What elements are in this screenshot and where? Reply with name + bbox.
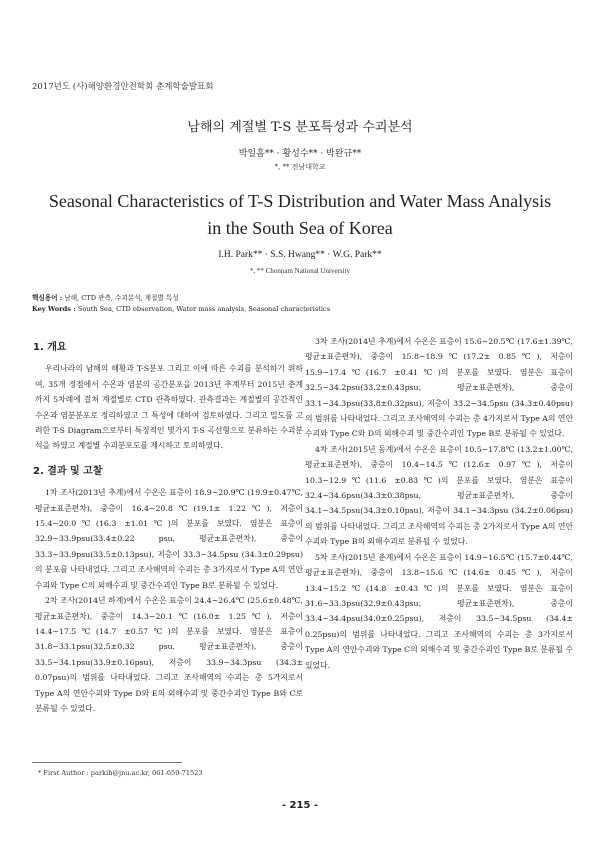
- right-column: [305, 334, 573, 673]
- keywords-english-label: Key Words :: [32, 305, 76, 313]
- results-paragraph-5: 5차 조사(2015년 춘계)에서 수온은 표층이 14.9~16.5℃ (15.7±0.44℃, 평균±표준편차), 중층이 13.8~15.6℃(14.6± 0.45℃), 저층이 13.4~15.2℃(14.8 ±0.43℃)의 분포를 보였다. 염분은 표층이 31.6~33.3psu(32.9±0.43psu, 평균±표준편차), 중층이 33.4~34.4psu(34.0±0.25psu), 저층이 33.5~34.5psu (34.4± 0.25psu)의 범위를 나타내었다. 그리고 조사해역의 수괴는 총 3가지로서 Type A의 연안수괴와 Type C의 외해수괴 및 중간수괴인 Type B로 분류될 수 있었다.: [305, 552, 573, 670]
- results-heading: 2. 결과 및 고찰: [33, 465, 103, 477]
- english-authors: I.H. Park** · S.S. Hwang** · W.G. Park**: [218, 250, 382, 260]
- korean-authors: 박일흠** · 황성수** · 박완규**: [238, 149, 362, 159]
- conference-header: 2017년도 (사)해양환경안전학회 춘계학술발표회: [32, 82, 214, 92]
- intro-paragraph: 우리나라의 남해의 해황과 T-S분포 그리고 이에 따른 수괴를 분석하기 위하여, 35개 정점에서 수온과 염분의 공간분포을 2013년 추계부터 2015년 춘계까지 5차례에 걸쳐 계절별로 CTD 관측하였다. 관측결과는 계절별의 공간적인 수온과 염분분포로 정리하였고 그 특성에 대하여 검토하였다. 그리고 밀도를 고려한 T-S Diagram으로부터 특징적인 몇가지 T-S 곡선형으로 분류하는 수괴분석을 하였고 계절별 수괴분포도를 제시하고 토의하였다.: [35, 364, 303, 451]
- english-affiliation: *, ** Chonnam National University: [249, 267, 351, 275]
- results-paragraph-3: 3차 조사(2014년 추계)에서 수온은 표층이 15.6~20.5℃ (17.6±1.39℃, 평균±표준편차), 중층이 15.8~18.9℃(17.2± 0.85℃), 저층이 15.9~17.4℃(16.7 ±0.41℃)의 분포를 보였다. 염분은 표층이 32.5~34.2psu(33.2±0.43psu, 평균±표준편차), 중층이 33.1~34.3psu(33.8±0.32psu), 저층이 33.2~34.5psu (34.3±0.40psu)의 범위를 나타내었다. 그리고 조사해역의 수괴는 총 4가지로서 Type A의 연안수괴와 Type C와 D의 외해수괴 및 중간수괴인 Type B로 분류될 수 있었다.: [305, 337, 573, 439]
- keywords-english: [32, 305, 330, 313]
- intro-heading: 1. 개요: [33, 342, 67, 353]
- results-paragraph-1: 1차 조사(2013년 추계)에서 수온은 표층이 18.9~20.9℃ (19.9±0.47℃, 평균±표준편차), 중층이 16.4~20.8℃(19.1± 1.22℃), 저층이 15.4~20.0℃(16.3 ±1.01℃)의 분포를 보였다. 염분은 표층이 32.9~33.9psu(33.4±0.22 psu, 평균±표준편차), 중층이 33.3~33.9psu(33.5±0.13psu), 저층이 33.3~34.5psu (34.3±0.29psu)의 분포를 나타내었다. 그리고 조사해역의 수괴는 총 3가지로서 Type A의 연안수괴와 Type C의 외해수괴 및 중간수괴인 Type B로 분류될 수 있었다.: [35, 488, 303, 590]
- footnote: * First Author : parkih@jnu.ac.kr, 061-659-71523: [38, 769, 203, 777]
- results-paragraph-2: 2차 조사(2014년 하계)에서 수온은 표층이 24.4~26.4℃ (25.6±0.48℃, 평균±표준편차), 중층이 14.3~20.1℃(16.0± 1.25℃), 저층이 14.4~17.5℃(14.7 ±0.57℃)의 분포를 보였다. 염분은 표층이 31.8~33.1psu(32.5±0.32 psu, 평균±표준편차), 중층이 33.5~34.1psu(33.9±0.16psu), 저층이 33.9~34.3psu (34.3± 0.07psu)의 범위를 나타내었다. 그리고 조사해역의 수괴는 총 5가지로서 Type A의 연안수괴와 Type D와 E의 외해수괴 및 중간수괴인 Type B와 C로 분류될 수 있었다.: [35, 596, 303, 713]
- korean-title: 남해의 계절별 T-S 분포특성과 수괴분석: [187, 120, 413, 135]
- keywords-english-text: South Sea, CTD observation, Water mass analysis, Seasonal characteristics: [77, 305, 331, 313]
- results-paragraph-4: 4차 조사(2015년 동계)에서 수온은 표층이 10.5~17.8℃ (13.2±1.00℃, 평균±표준편차), 중층이 10.4~14.5℃(12.6± 0.97℃), 저층이 10.3~12.9℃(11.6 ±0.83℃)의 분포를 보였다. 염분은 표층이 32.4~34.6psu(34.3±0.38psu, 평균±표준편차), 중층이 34.1~34.5psu(34.3±0.10psu), 저층이 34.1~34.3psu (34.2±0.06psu)의 범위를 나타내었다. 그리고 조사해역의 수괴는 총 2가지로서 Type A의 연안수괴와 Type B의 외해수괴로 분류될 수 있었다.: [305, 444, 573, 547]
- keywords-korean: [32, 292, 179, 302]
- keywords-korean-label: 핵심용어 :: [32, 294, 63, 302]
- korean-affiliation: *, ** 전남대학교: [274, 163, 326, 171]
- english-title: Seasonal Characteristics of T-S Distribution and Water Mass Analysis in the South Sea of Korea: [48, 191, 552, 238]
- footnote-divider: [32, 762, 182, 763]
- left-column: [35, 338, 303, 716]
- page-number: - 215 -: [281, 800, 319, 811]
- keywords-korean-text: 남해, CTD 관측, 수괴분석, 계절별 특성: [64, 294, 179, 302]
